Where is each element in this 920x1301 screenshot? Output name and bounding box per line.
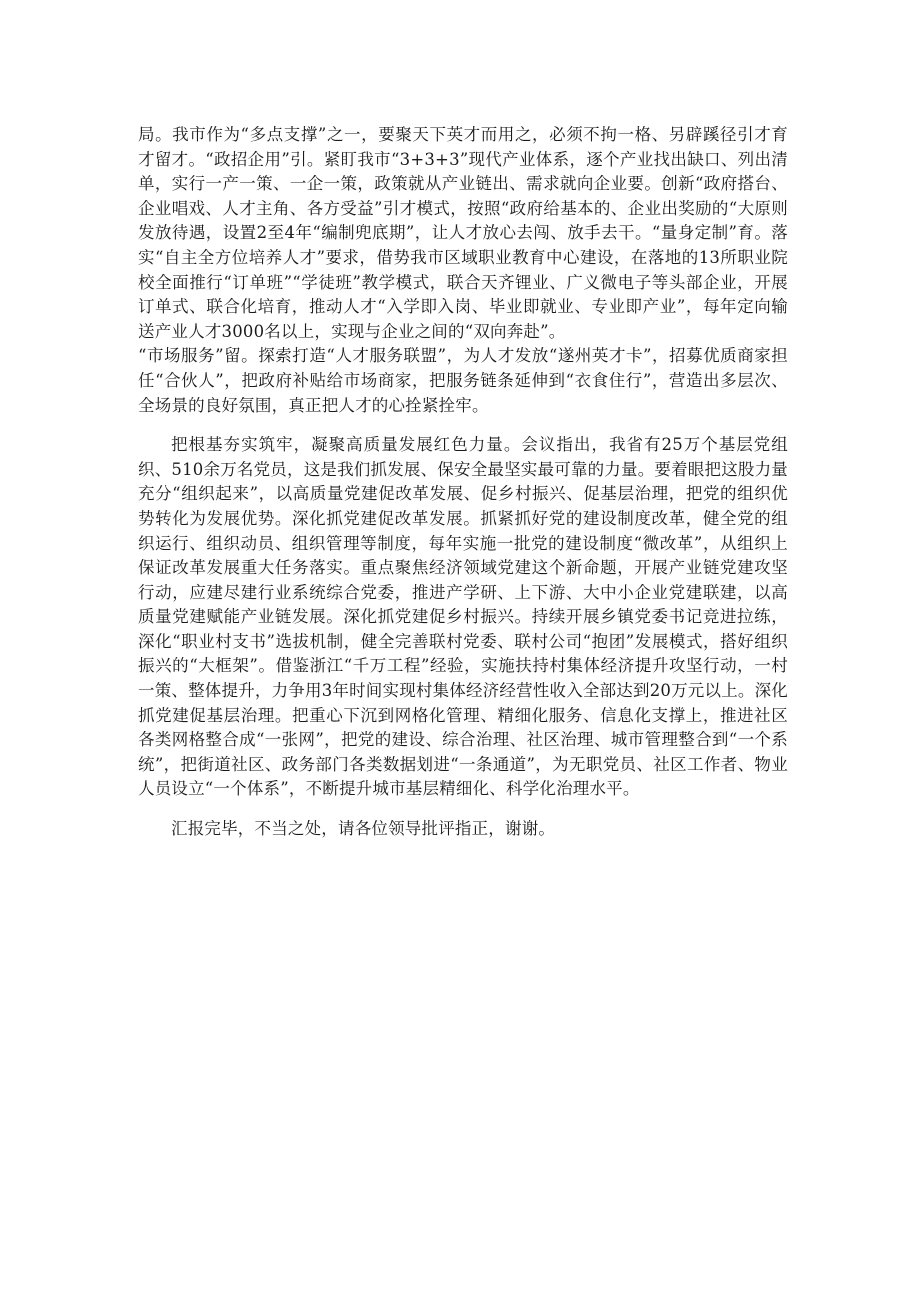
paragraph-market-service: “市场服务”留。探索打造“人才服务联盟”，为人才发放“遂州英才卡”，招募优质商家担任“合伙人”，把政府补贴给市场商家，把服务链条延伸到“衣食住行”，营造出多层次、全场景的良好氛围，真正把人才的心拴紧拴牢。 xyxy=(138,346,788,415)
paragraph-party-building: 把根基夯实筑牢，凝聚高质量发展红色力量。会议指出，我省有25万个基层党组织、510余万名党员，这是我们抓发展、保安全最坚实最可靠的力量。要着眼把这股力量充分“组织起来”，以高质量党建促改革发展、促乡村振兴、促基层治理，把党的组织优势转化为发展优势。深化抓党建促改革发展。抓紧抓好党的建设制度改革，健全党的组织运行、组织动员、组织管理等制度，每年实施一批党的建设制度“微改革”，从组织上保证改革发展重大任务落实。重点聚焦经济领域党建这个新命题，开展产业链党建攻坚行动，应建尽建行业系统综合党委，推进产学研、上下游、大中小企业党建联建，以高质量党建赋能产业链发展。深化抓党建促乡村振兴。持续开展乡镇党委书记竞进拉练，深化“职业村支书”选拔机制，健全完善联村党委、联村公司“抱团”发展模式，搭好组织振兴的“大框架”。借鉴浙江“千万工程”经验，实施扶持村集体经济提升攻坚行动，一村一策、整体提升，力争用3年时间实现村集体经济经营性收入全部达到20万元以上。深化抓党建促基层治理。把重心下沉到网格化管理、精细化服务、信息化支撑上，推进社区各类网格整合成“一张网”，把党的建设、综合治理、社区治理、城市管理整合到“一个系统”，把街道社区、政务部门各类数据划进“一条通道”，为无职党员、社区工作者、物业人员设立“一个体系”，不断提升城市基层精细化、科学化治理水平。 xyxy=(138,435,788,799)
paragraph-closing: 汇报完毕，不当之处，请各位领导批评指正，谢谢。 xyxy=(171,819,556,839)
document-body xyxy=(138,123,788,842)
paragraph-talent-policy: 局。我市作为“多点支撑”之一，要聚天下英才而用之，必须不拘一格、另辟蹊径引才育才留才。“政招企用”引。紧盯我市“3+3+3”现代产业体系，逐个产业找出缺口、列出清单，实行一产一策、一企一策，政策就从产业链出、需求就向企业要。创新“政府搭台、企业唱戏、人才主角、各方受益”引才模式，按照“政府给基本的、企业出奖励的“大原则发放待遇，设置2至4年“编制兜底期”，让人才放心去闯、放手去干。“量身定制”育。落实“自主全方位培养人才”要求，借势我市区域职业教育中心建设，在落地的13所职业院校全面推行“订单班”“学徒班”教学模式，联合天齐锂业、广义微电子等头部企业，开展订单式、联合化培育，推动人才“入学即入岗、毕业即就业、专业即产业”，每年定向输送产业人才3000名以上，实现与企业之间的“双向奔赴”。 xyxy=(138,125,788,341)
